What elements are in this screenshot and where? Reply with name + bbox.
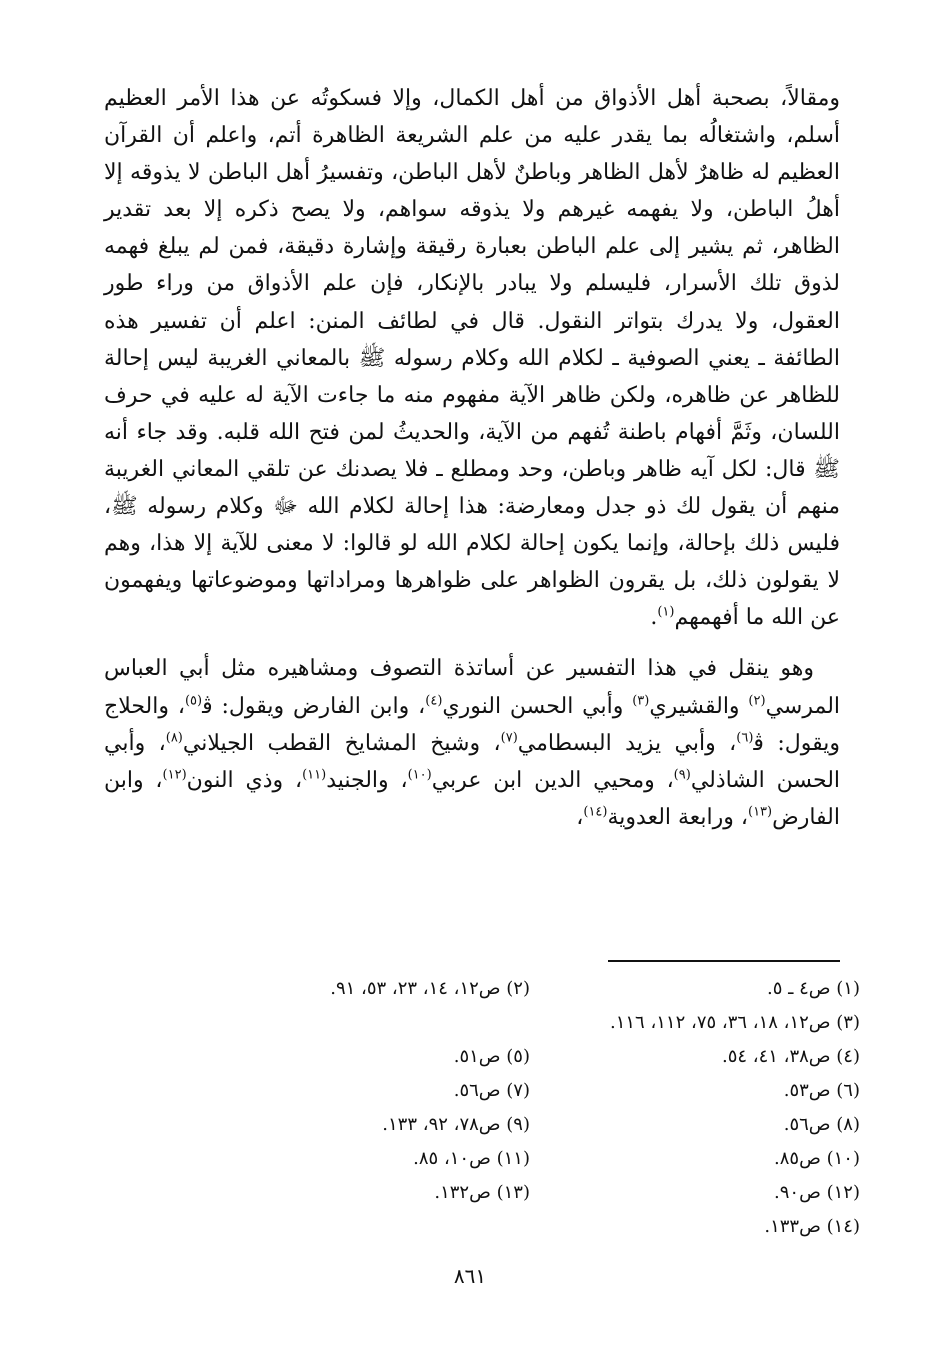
paragraph-2-text: ، وذي النون <box>186 767 303 793</box>
footnote-left <box>104 1210 530 1244</box>
footnote-ref: (١٣) <box>748 804 773 820</box>
paragraph-2-text: ، وشيخ المشايخ القطب الجيلاني <box>182 730 501 756</box>
footnote-row <box>104 1040 860 1074</box>
paragraph-2-text: ، <box>576 804 584 830</box>
footnote-right: (١) ص٤ ـ ٥. <box>766 978 860 999</box>
footnote-ref: (١٤) <box>583 804 608 820</box>
footnote-ref: (٦) <box>736 730 754 746</box>
footnote-right: (٨) ص٥٦. <box>783 1114 860 1135</box>
footnote-ref: (١١) <box>302 767 327 783</box>
footnote-ref: (١٢) <box>162 767 187 783</box>
footnote-row <box>104 1142 860 1176</box>
footnote-row <box>104 972 860 1006</box>
footnote-row <box>104 1006 860 1040</box>
footnote-ref: (١) <box>657 604 675 620</box>
footnote-ref: (٣) <box>632 693 650 709</box>
paragraph-1-end: . <box>650 605 658 631</box>
footnotes <box>104 972 860 1244</box>
footnote-ref: (٤) <box>425 693 443 709</box>
paragraph-2-text: والقشيري <box>649 693 749 719</box>
paragraph-1 <box>104 80 840 636</box>
page-number: ٨٦١ <box>453 1264 487 1288</box>
footnote-right: (١٤) ص١٣٣. <box>764 1216 860 1237</box>
footnote-left <box>104 1006 530 1040</box>
footnote-right: (١٢) ص٩٠. <box>774 1182 860 1203</box>
main-text <box>104 80 840 836</box>
footnote-ref: (٨) <box>165 730 183 746</box>
footnote-right: (٣) ص١٢، ١٨، ٣٦، ٧٥، ١١٢، ١١٦. <box>609 1012 860 1033</box>
paragraph-2-text: ، والجنيد <box>326 767 408 793</box>
footnote-ref: (٥) <box>184 693 203 709</box>
footnote-left: (٥) ص٥١. <box>453 1046 530 1067</box>
footnote-left: (٢) ص١٢، ١٤، ٢٣، ٥٣، ٩١. <box>330 978 530 999</box>
paragraph-2-text: وهو ينقل في هذا التفسير عن أساتذة التصوف ومشاهيره مثل أبي العباس المرسي <box>104 656 841 719</box>
paragraph-2-text: ، والحلاج ويقول: ﭬ <box>104 693 840 756</box>
paragraph-2-text: ، وابن الفارض ويقول: ﭬ <box>202 693 426 719</box>
footnote-right: (٤) ص٣٨، ٤١، ٥٤. <box>721 1046 860 1067</box>
footnote-row <box>104 1210 860 1244</box>
footnote-ref: (٩) <box>673 767 691 783</box>
paragraph-2-text: ، وابن الفارض <box>104 767 840 830</box>
footnote-right: (١٠) ص٨٥. <box>774 1148 860 1169</box>
footnote-row <box>104 1176 860 1210</box>
footnote-left: (٧) ص٥٦. <box>453 1080 530 1101</box>
footnote-row <box>104 1108 860 1142</box>
paragraph-2-text: ، وأبي الحسن الشاذلي <box>104 730 841 793</box>
footnote-ref: (٧) <box>500 730 518 746</box>
footnote-left: (١٣) ص١٣٢. <box>434 1182 530 1203</box>
paragraph-2-text: وأبي الحسن النوري <box>442 693 633 719</box>
paragraph-2-text: ، ورابعة العدوية <box>607 804 748 830</box>
paragraph-2-text: ، وأبي يزيد البسطامي <box>517 730 737 756</box>
footnote-ref: (١٠) <box>407 767 432 783</box>
footnote-left: (٩) ص٧٨، ٩٢، ١٣٣. <box>382 1114 530 1135</box>
footnote-divider <box>608 960 840 962</box>
paragraph-2 <box>104 650 840 835</box>
footnote-left: (١١) ص١٠، ٨٥. <box>413 1148 530 1169</box>
paragraph-2-text: ، ومحيي الدين ابن عربي <box>431 767 674 793</box>
footnote-right: (٦) ص٥٣. <box>783 1080 860 1101</box>
paragraph-1-text: ومقالاً، بصحبة أهل الأذواق من أهل الكمال، وإلا فسكوتُه عن هذا الأمر العظيم أسلم، واشتغالُه بما يقدر عليه من علم الشريعة الظاهرة أتم، واعلم أن القرآن العظيم له ظاهرٌ لأهل الظاهر وباطنٌ لأهل الباطن، وتفسيرُ أهل الباطن لا يذوقه إلا أهلُ الباطن، ولا يفهمه غيرهم ولا يذوقه سواهم، ولا يصح ذكره إلا بعد تقدير الظاهر، ثم يشير إلى علم الباطن بعبارة رقيقة وإشارة دقيقة، فمن لم يبلغ فهمه لذوق تلك الأسرار، فليسلم ولا يبادر بالإنكار، فإن علم الأذواق من وراء طور العقول، ولا يدرك بتواتر النقول. قال في لطائف المنن: اعلم أن تفسير هذه الطائفة ـ يعني الصوفية ـ لكلام الله وكلام رسوله ﷺ بالمعاني الغريبة ليس إحالة للظاهر عن ظاهره، ولكن ظاهر الآية مفهوم منه ما جاءت الآية له عليه في حرف اللسان، وثَمَّ أفهام باطنة تُفهم من الآية، والحديثُ لمن فتح الله قلبه. وقد جاء أنه ﷺ قال: لكل آيه ظاهر وباطن، وحد ومطلع ـ فلا يصدنك عن تلقي المعاني الغريبة منهم أن يقول لك ذو جدل ومعارضة: هذا إحالة لكلام الله ﷻ وكلام رسوله ﷺ، فليس ذلك بإحالة، وإنما يكون إحالة لكلام الله لو قالوا: لا معنى للآية إلا هذا، وهم لا يقولون ذلك، بل يقرون الظواهر على ظواهرها ومراداتها وموضوعاتها ويفهمون عن الله ما أفهمهم <box>104 86 840 631</box>
footnote-ref: (٢) <box>748 693 766 709</box>
footnote-row <box>104 1074 860 1108</box>
